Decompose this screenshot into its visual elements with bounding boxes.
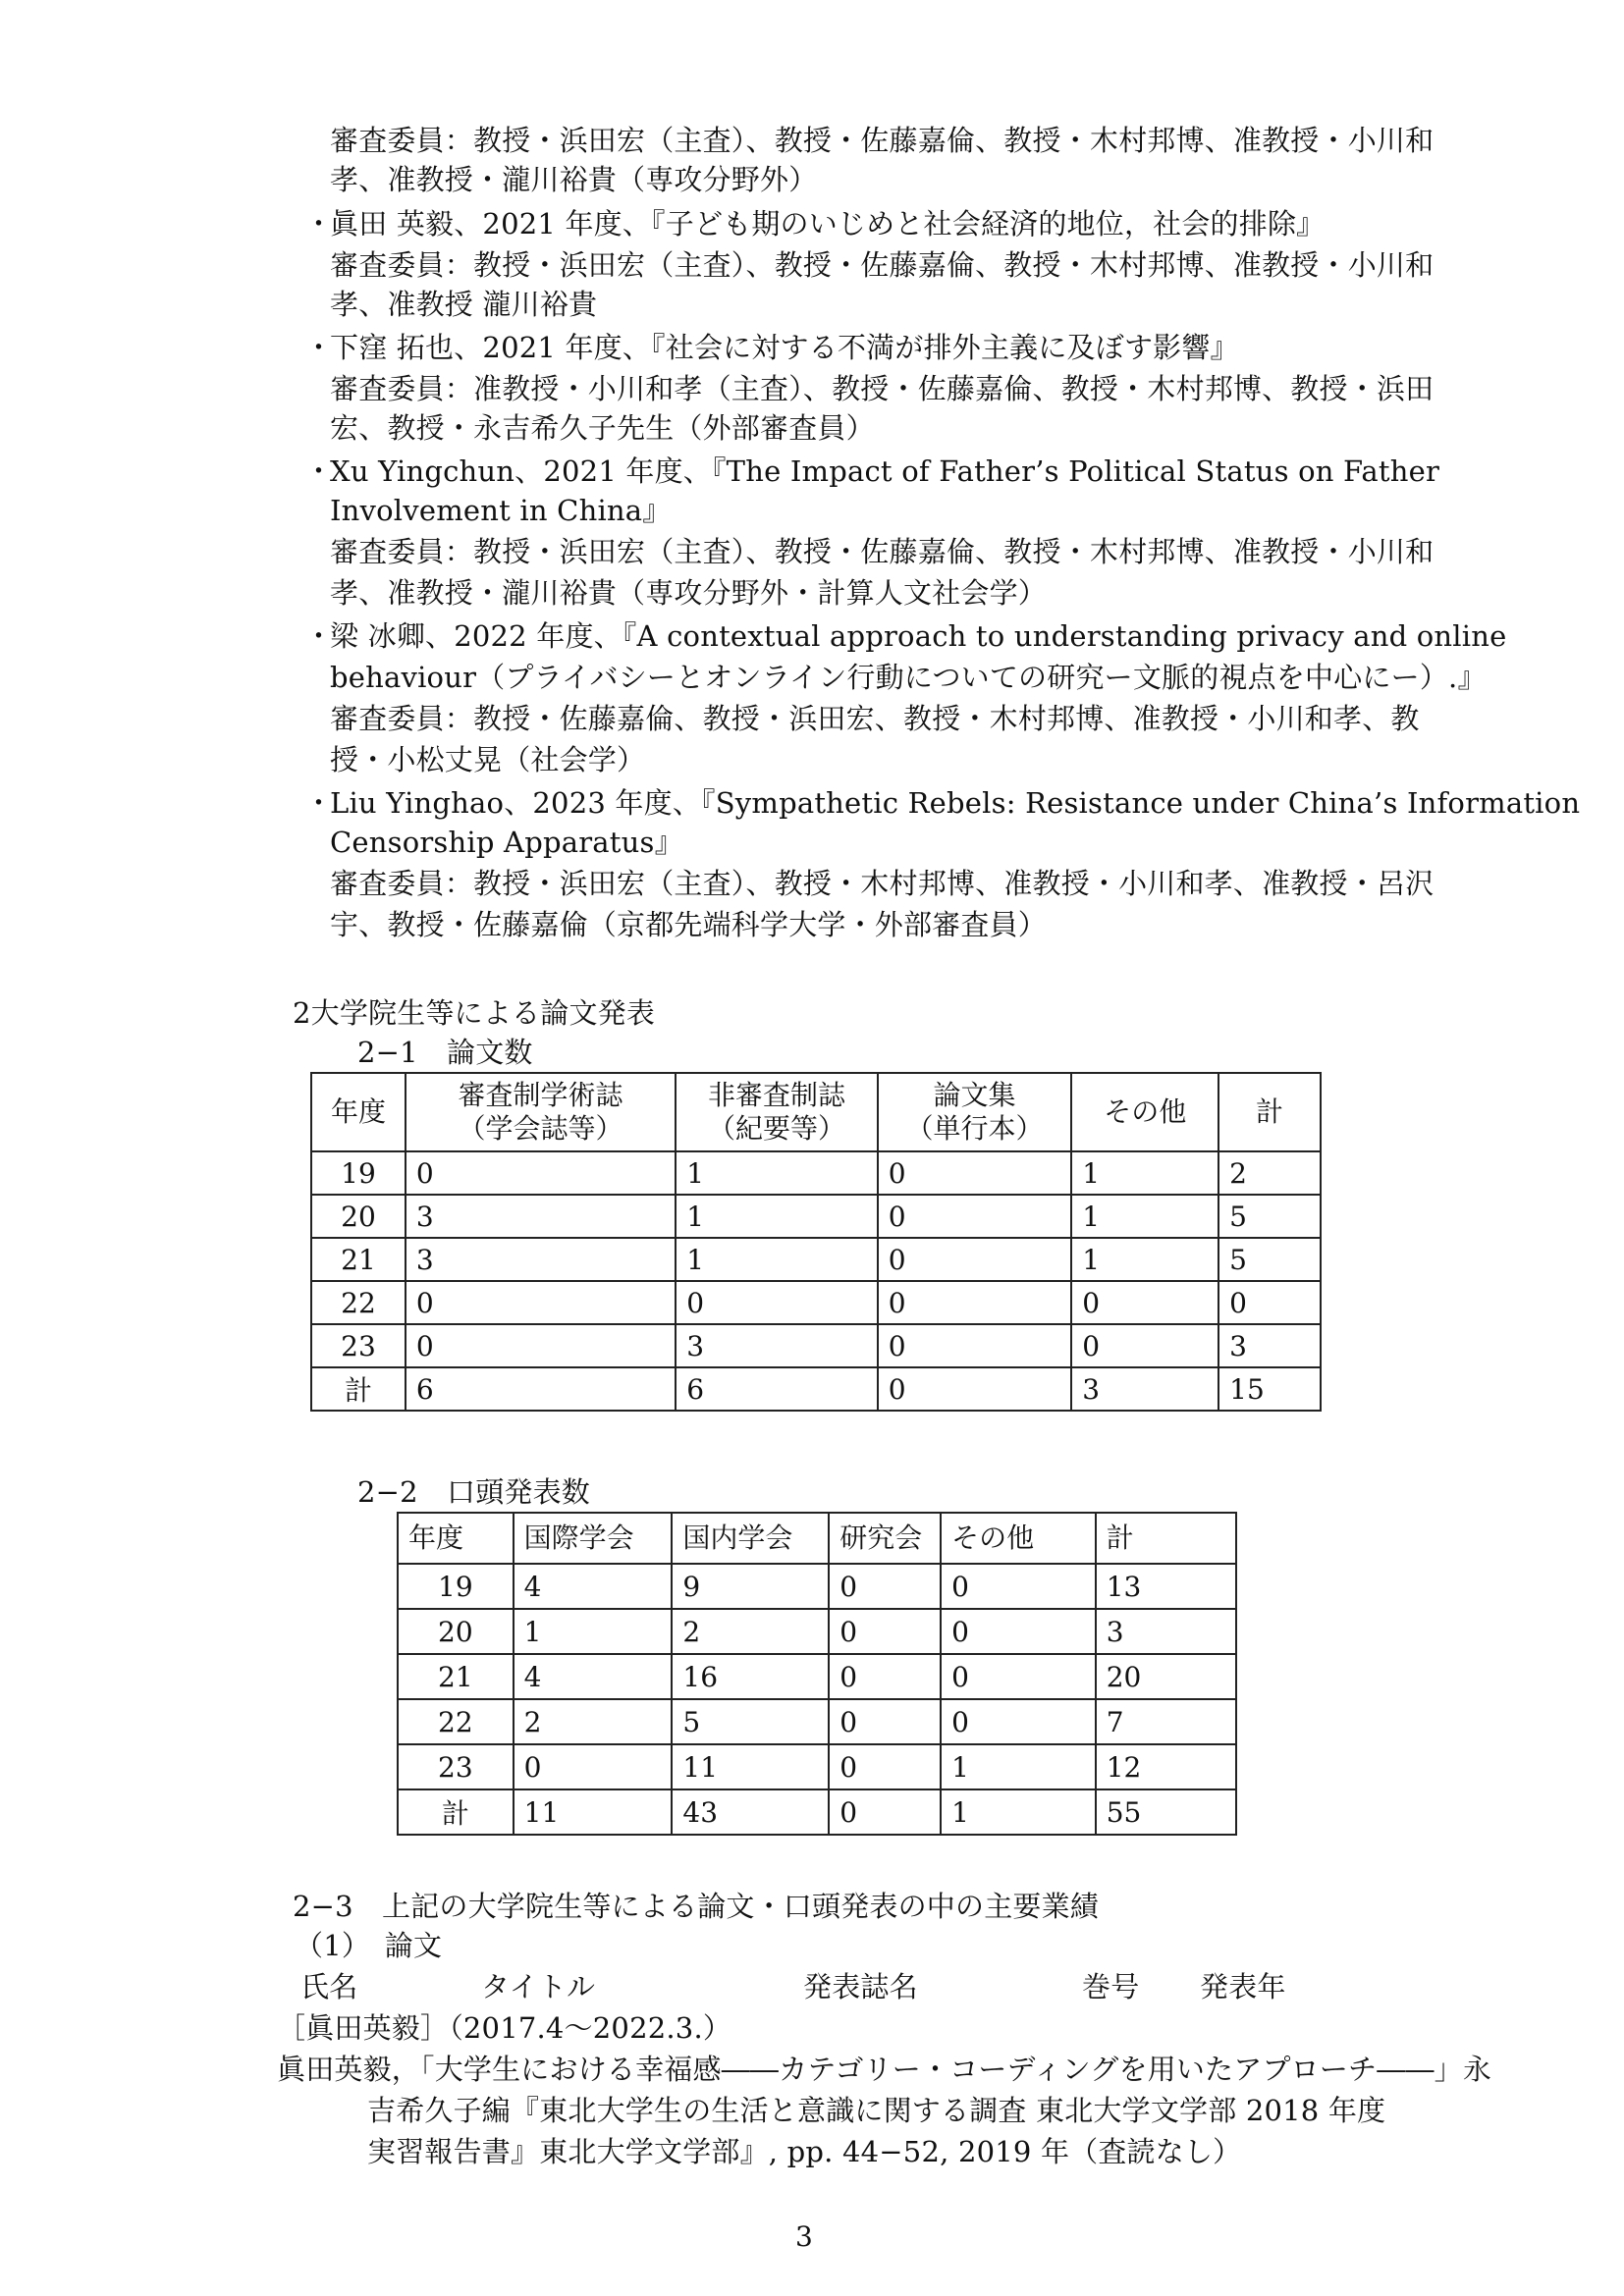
thesis-entry-title-cont: Censorship Apparatus』 [330, 826, 683, 859]
cell: 11 [514, 1789, 673, 1835]
cell: 23 [398, 1744, 514, 1789]
subsection-item: （1） 論文 [295, 1929, 443, 1962]
col-header-other: その他 [941, 1513, 1096, 1564]
table-row [311, 1195, 1321, 1238]
cell: 0 [878, 1151, 1072, 1195]
column-label-volume: 巻号 [1082, 1970, 1140, 2003]
cell: 計 [398, 1789, 514, 1835]
subsection-heading: 2−1 論文数 [357, 1036, 533, 1069]
section-heading: 2大学院生等による論文発表 [293, 996, 656, 1030]
cell: 43 [672, 1789, 829, 1835]
cell: 1 [1071, 1195, 1218, 1238]
committee-line: 審査委員：教授・浜田宏（主査）、教授・木村邦博、准教授・小川和孝、准教授・呂沢 [330, 867, 1435, 900]
cell: 20 [398, 1609, 514, 1654]
cell: 0 [878, 1324, 1072, 1367]
cell: 0 [941, 1654, 1096, 1699]
cell: 4 [514, 1654, 673, 1699]
cell: 0 [514, 1744, 673, 1789]
bullet-marker: ・ [304, 786, 334, 820]
cell: 7 [1096, 1699, 1236, 1744]
table-row [398, 1564, 1236, 1609]
committee-line: 審査委員：准教授・小川和孝（主査）、教授・佐藤嘉倫、教授・木村邦博、教授・浜田 [330, 372, 1435, 405]
cell: 55 [1096, 1789, 1236, 1835]
cell: 19 [311, 1151, 406, 1195]
thesis-entry-title: 下窪 拓也、2021 年度、『社会に対する不満が排外主義に及ぼす影響』 [330, 331, 1239, 364]
column-label-name: 氏名 [300, 1970, 358, 2003]
cell: 0 [829, 1699, 941, 1744]
cell: 1 [676, 1195, 878, 1238]
cell: 2 [514, 1699, 673, 1744]
col-header-year: 年度 [311, 1073, 406, 1151]
col-header-collection: 論文集 （単行本） [878, 1073, 1072, 1151]
subsection-heading: 2−2 口頭発表数 [357, 1475, 591, 1509]
col-header-other: その他 [1071, 1073, 1218, 1151]
cell: 4 [514, 1564, 673, 1609]
cell: 1 [1071, 1151, 1218, 1195]
cell: 21 [398, 1654, 514, 1699]
col-header-international: 国際学会 [514, 1513, 673, 1564]
committee-line: 宇、教授・佐藤嘉倫（京都先端科学大学・外部審査員） [330, 908, 1048, 941]
col-header-nonrefereed: 非審査制誌 （紀要等） [676, 1073, 878, 1151]
cell: 11 [672, 1744, 829, 1789]
committee-line: 孝、准教授・瀧川裕貴（専攻分野外・計算人文社会学） [330, 576, 1048, 610]
committee-line: 孝、准教授・瀧川裕貴（専攻分野外） [330, 163, 818, 196]
committee-line: 授・小松丈晃（社会学） [330, 743, 646, 776]
col-header-workshop: 研究会 [829, 1513, 941, 1564]
cell: 0 [406, 1324, 676, 1367]
cell: 3 [1096, 1609, 1236, 1654]
cell: 16 [672, 1654, 829, 1699]
cell: 3 [406, 1195, 676, 1238]
cell: 22 [311, 1281, 406, 1324]
thesis-entry-title-cont: behaviour（プライバシーとオンライン行動についての研究ー文脈的視点を中心にー）.』 [330, 661, 1487, 694]
table-row [398, 1654, 1236, 1699]
cell: 1 [941, 1744, 1096, 1789]
cell: 0 [1071, 1324, 1218, 1367]
paper-count-table [310, 1072, 1322, 1412]
table-header-row [311, 1073, 1321, 1151]
cell: 23 [311, 1324, 406, 1367]
table-row [311, 1151, 1321, 1195]
cell: 9 [672, 1564, 829, 1609]
thesis-entry-title: Xu Yingchun、2021 年度、『The Impact of Father’s Political Status on Father [330, 454, 1440, 488]
reference-entry-cont: 実習報告書』東北大学文学部』, pp. 44−52, 2019 年（査読なし） [367, 2135, 1242, 2168]
cell: 21 [311, 1238, 406, 1281]
cell: 3 [406, 1238, 676, 1281]
cell: 3 [676, 1324, 878, 1367]
cell: 0 [878, 1367, 1072, 1411]
cell: 0 [829, 1744, 941, 1789]
cell: 1 [941, 1789, 1096, 1835]
table-total-row [398, 1789, 1236, 1835]
cell: 20 [311, 1195, 406, 1238]
cell: 計 [311, 1367, 406, 1411]
bullet-marker: ・ [304, 454, 334, 488]
cell: 5 [672, 1699, 829, 1744]
cell: 5 [1218, 1195, 1321, 1238]
subsection-heading: 2−3 上記の大学院生等による論文・口頭発表の中の主要業績 [293, 1890, 1100, 1923]
col-header-year: 年度 [398, 1513, 514, 1564]
cell: 1 [1071, 1238, 1218, 1281]
table-row [398, 1744, 1236, 1789]
committee-line: 審査委員：教授・浜田宏（主査）、教授・佐藤嘉倫、教授・木村邦博、准教授・小川和 [330, 248, 1435, 282]
col-header-total: 計 [1096, 1513, 1236, 1564]
table-row [311, 1238, 1321, 1281]
thesis-entry-title: 梁 冰卿、2022 年度、『A contextual approach to understanding privacy and online [330, 619, 1507, 653]
author-header: ［眞田英毅］（2017.4〜2022.3.） [277, 2011, 732, 2045]
cell: 0 [941, 1564, 1096, 1609]
cell: 0 [406, 1151, 676, 1195]
bullet-marker: ・ [304, 619, 334, 653]
cell: 0 [878, 1195, 1072, 1238]
cell: 22 [398, 1699, 514, 1744]
table-header-row [398, 1513, 1236, 1564]
table-row [311, 1281, 1321, 1324]
cell: 13 [1096, 1564, 1236, 1609]
table-row [311, 1324, 1321, 1367]
cell: 15 [1218, 1367, 1321, 1411]
thesis-entry-title-cont: Involvement in China』 [330, 494, 672, 527]
cell: 0 [829, 1609, 941, 1654]
cell: 0 [406, 1281, 676, 1324]
cell: 1 [676, 1151, 878, 1195]
cell: 0 [1071, 1281, 1218, 1324]
page-number: 3 [795, 2220, 813, 2253]
cell: 2 [672, 1609, 829, 1654]
cell: 3 [1071, 1367, 1218, 1411]
cell: 0 [941, 1609, 1096, 1654]
cell: 20 [1096, 1654, 1236, 1699]
thesis-entry-title: Liu Yinghao、2023 年度、『Sympathetic Rebels: Resistance under China’s Information [330, 786, 1581, 820]
col-header-domestic: 国内学会 [672, 1513, 829, 1564]
cell: 3 [1218, 1324, 1321, 1367]
cell: 0 [829, 1654, 941, 1699]
col-header-total: 計 [1218, 1073, 1321, 1151]
reference-entry-cont: 吉希久子編『東北大学生の生活と意識に関する調査 東北大学文学部 2018 年度 [367, 2094, 1386, 2127]
table-total-row [311, 1367, 1321, 1411]
column-label-year: 発表年 [1200, 1970, 1286, 2003]
cell: 0 [1218, 1281, 1321, 1324]
table-row [398, 1609, 1236, 1654]
cell: 0 [676, 1281, 878, 1324]
oral-presentation-table [397, 1512, 1237, 1836]
cell: 0 [829, 1564, 941, 1609]
cell: 1 [514, 1609, 673, 1654]
cell: 6 [406, 1367, 676, 1411]
cell: 19 [398, 1564, 514, 1609]
table-row [398, 1699, 1236, 1744]
committee-line: 審査委員：教授・浜田宏（主査）、教授・佐藤嘉倫、教授・木村邦博、准教授・小川和 [330, 124, 1435, 157]
cell: 0 [878, 1238, 1072, 1281]
column-label-title: タイトル [481, 1970, 596, 2003]
cell: 1 [676, 1238, 878, 1281]
reference-entry: 眞田英毅，「大学生における幸福感――カテゴリー・コーディングを用いたアプローチ――」永 [277, 2053, 1492, 2086]
committee-line: 孝、准教授 瀧川裕貴 [330, 288, 598, 321]
column-label-journal: 発表誌名 [803, 1970, 918, 2003]
cell: 6 [676, 1367, 878, 1411]
cell: 0 [878, 1281, 1072, 1324]
bullet-marker: ・ [304, 207, 334, 240]
cell: 12 [1096, 1744, 1236, 1789]
thesis-entry-title: 眞田 英毅、2021 年度、『子ども期のいじめと社会経済的地位，社会的排除』 [330, 207, 1326, 240]
cell: 2 [1218, 1151, 1321, 1195]
cell: 0 [829, 1789, 941, 1835]
committee-line: 審査委員：教授・浜田宏（主査）、教授・佐藤嘉倫、教授・木村邦博、准教授・小川和 [330, 535, 1435, 568]
cell: 0 [941, 1699, 1096, 1744]
committee-line: 審査委員：教授・佐藤嘉倫、教授・浜田宏、教授・木村邦博、准教授・小川和孝、教 [330, 702, 1420, 735]
cell: 5 [1218, 1238, 1321, 1281]
committee-line: 宏、教授・永吉希久子先生（外部審査員） [330, 411, 875, 445]
bullet-marker: ・ [304, 331, 334, 364]
col-header-refereed: 審査制学術誌 （学会誌等） [406, 1073, 676, 1151]
